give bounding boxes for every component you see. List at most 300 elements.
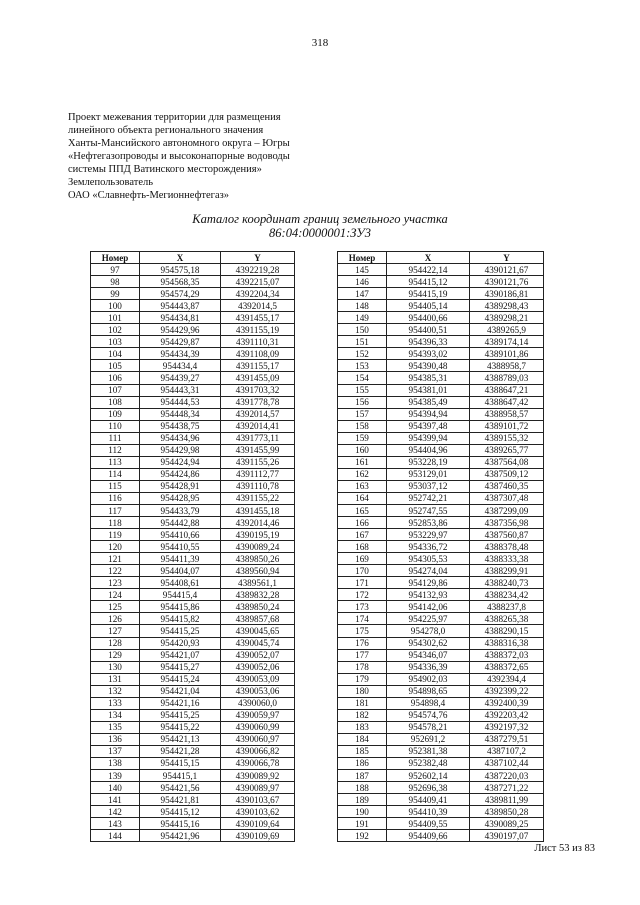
point-number-cell: 110 [91, 420, 140, 432]
y-coordinate-cell: 4392014,46 [221, 517, 295, 529]
point-number-cell: 138 [91, 757, 140, 769]
y-coordinate-cell: 4391112,77 [221, 468, 295, 480]
table-row [91, 613, 295, 625]
y-coordinate-cell: 4389850,28 [470, 806, 544, 818]
point-number-cell: 125 [91, 601, 140, 613]
table-row [338, 312, 544, 324]
table-row [338, 553, 544, 565]
table-row [338, 420, 544, 432]
x-coordinate-cell: 954409,66 [387, 830, 470, 842]
point-number-cell: 141 [91, 794, 140, 806]
y-coordinate-cell: 4388958,7 [470, 360, 544, 372]
x-coordinate-cell: 954129,86 [387, 577, 470, 589]
table-row [91, 336, 295, 348]
table-row [338, 697, 544, 709]
y-coordinate-cell: 4390195,19 [221, 529, 295, 541]
y-coordinate-cell: 4387560,87 [470, 529, 544, 541]
x-coordinate-cell: 954420,93 [140, 637, 221, 649]
y-coordinate-cell: 4392204,34 [221, 288, 295, 300]
y-coordinate-cell: 4389857,68 [221, 613, 295, 625]
y-coordinate-cell: 4388378,48 [470, 541, 544, 553]
point-number-cell: 159 [338, 432, 387, 444]
header-line: линейного объекта регионального значения [68, 125, 264, 136]
y-coordinate-cell: 4390045,65 [221, 625, 295, 637]
point-number-cell: 113 [91, 456, 140, 468]
table-row [338, 806, 544, 818]
point-number-cell: 181 [338, 697, 387, 709]
point-number-cell: 131 [91, 673, 140, 685]
x-coordinate-cell: 954428,91 [140, 480, 221, 492]
x-coordinate-cell: 954415,19 [387, 288, 470, 300]
point-number-cell: 140 [91, 782, 140, 794]
point-number-cell: 119 [91, 529, 140, 541]
header-line: ОАО «Славнефть-Мегионнефтегаз» [68, 190, 230, 201]
point-number-cell: 177 [338, 649, 387, 661]
point-number-cell: 176 [338, 637, 387, 649]
point-number-cell: 105 [91, 360, 140, 372]
table-row [91, 553, 295, 565]
point-number-cell: 123 [91, 577, 140, 589]
y-coordinate-cell: 4390059,97 [221, 709, 295, 721]
y-coordinate-cell: 4387356,98 [470, 517, 544, 529]
point-number-cell: 136 [91, 733, 140, 745]
table-row [338, 673, 544, 685]
y-coordinate-cell: 4389850,24 [221, 601, 295, 613]
table-row [91, 264, 295, 276]
x-coordinate-cell: 954346,07 [387, 649, 470, 661]
table-row [91, 312, 295, 324]
table-row [338, 830, 544, 842]
page-number: 318 [311, 37, 329, 49]
y-coordinate-cell: 4390103,67 [221, 794, 295, 806]
x-coordinate-cell: 954411,39 [140, 553, 221, 565]
point-number-cell: 155 [338, 384, 387, 396]
y-coordinate-cell: 4388647,42 [470, 396, 544, 408]
table-row [91, 733, 295, 745]
x-coordinate-cell: 954421,07 [140, 649, 221, 661]
header-line: Проект межевания территории для размещения [68, 112, 281, 123]
table-row [91, 384, 295, 396]
table-row [338, 565, 544, 577]
table-row [91, 408, 295, 420]
y-coordinate-cell: 4388237,8 [470, 601, 544, 613]
table-row [91, 372, 295, 384]
column-header-y: Y [470, 252, 544, 264]
x-coordinate-cell: 954415,16 [140, 818, 221, 830]
x-coordinate-cell: 954396,33 [387, 336, 470, 348]
y-coordinate-cell: 4389811,99 [470, 794, 544, 806]
table-row [338, 757, 544, 769]
x-coordinate-cell: 954132,93 [387, 589, 470, 601]
point-number-cell: 100 [91, 300, 140, 312]
x-coordinate-cell: 954421,96 [140, 830, 221, 842]
point-number-cell: 183 [338, 721, 387, 733]
x-coordinate-cell: 954400,51 [387, 324, 470, 336]
x-coordinate-cell: 954421,16 [140, 697, 221, 709]
x-coordinate-cell: 954410,39 [387, 806, 470, 818]
table-row [91, 360, 295, 372]
y-coordinate-cell: 4392014,41 [221, 420, 295, 432]
table-row [338, 492, 544, 504]
y-coordinate-cell: 4392219,28 [221, 264, 295, 276]
table-row [91, 504, 295, 516]
catalog-subtitle: 86:04:0000001:ЗУ3 [269, 226, 371, 240]
point-number-cell: 164 [338, 492, 387, 504]
x-coordinate-cell: 954415,27 [140, 661, 221, 673]
x-coordinate-cell: 954429,96 [140, 324, 221, 336]
y-coordinate-cell: 4388234,42 [470, 589, 544, 601]
table-row [91, 492, 295, 504]
x-coordinate-cell: 954902,03 [387, 673, 470, 685]
table-row [338, 348, 544, 360]
point-number-cell: 98 [91, 276, 140, 288]
y-coordinate-cell: 4390121,76 [470, 276, 544, 288]
x-coordinate-cell: 954578,21 [387, 721, 470, 733]
point-number-cell: 137 [91, 745, 140, 757]
table-row [338, 709, 544, 721]
y-coordinate-cell: 4387107,2 [470, 745, 544, 757]
point-number-cell: 118 [91, 517, 140, 529]
point-number-cell: 152 [338, 348, 387, 360]
point-number-cell: 184 [338, 733, 387, 745]
table-row [91, 649, 295, 661]
y-coordinate-cell: 4390089,97 [221, 782, 295, 794]
table-row [91, 541, 295, 553]
point-number-cell: 139 [91, 770, 140, 782]
point-number-cell: 185 [338, 745, 387, 757]
x-coordinate-cell: 954898,4 [387, 697, 470, 709]
coordinates-table-left [90, 251, 295, 842]
column-header-x: X [140, 252, 221, 264]
point-number-cell: 191 [338, 818, 387, 830]
y-coordinate-cell: 4392215,07 [221, 276, 295, 288]
y-coordinate-cell: 4390053,06 [221, 685, 295, 697]
y-coordinate-cell: 4390109,64 [221, 818, 295, 830]
y-coordinate-cell: 4389155,32 [470, 432, 544, 444]
table-row [338, 300, 544, 312]
y-coordinate-cell: 4387299,09 [470, 504, 544, 516]
table-row [338, 468, 544, 480]
table-row [338, 444, 544, 456]
y-coordinate-cell: 4387307,48 [470, 492, 544, 504]
table-row [338, 517, 544, 529]
sheet-info: Лист 53 из 83 [534, 843, 595, 854]
table-row [91, 697, 295, 709]
point-number-cell: 108 [91, 396, 140, 408]
y-coordinate-cell: 4389101,86 [470, 348, 544, 360]
x-coordinate-cell: 954438,75 [140, 420, 221, 432]
y-coordinate-cell: 4391455,99 [221, 444, 295, 456]
y-coordinate-cell: 4391110,31 [221, 336, 295, 348]
point-number-cell: 189 [338, 794, 387, 806]
y-coordinate-cell: 4390109,69 [221, 830, 295, 842]
point-number-cell: 166 [338, 517, 387, 529]
x-coordinate-cell: 954390,48 [387, 360, 470, 372]
table-row [338, 770, 544, 782]
x-coordinate-cell: 953129,01 [387, 468, 470, 480]
table-row [91, 396, 295, 408]
column-header-y: Y [221, 252, 295, 264]
catalog-title-block [140, 212, 500, 240]
point-number-cell: 172 [338, 589, 387, 601]
x-coordinate-cell: 952382,48 [387, 757, 470, 769]
point-number-cell: 127 [91, 625, 140, 637]
x-coordinate-cell: 954225,97 [387, 613, 470, 625]
x-coordinate-cell: 954421,04 [140, 685, 221, 697]
header-line: Землепользователь [68, 177, 154, 188]
point-number-cell: 187 [338, 770, 387, 782]
table-row [338, 625, 544, 637]
point-number-cell: 124 [91, 589, 140, 601]
point-number-cell: 114 [91, 468, 140, 480]
x-coordinate-cell: 954336,39 [387, 661, 470, 673]
table-row [91, 625, 295, 637]
x-coordinate-cell: 954424,94 [140, 456, 221, 468]
point-number-cell: 104 [91, 348, 140, 360]
point-number-cell: 134 [91, 709, 140, 721]
point-number-cell: 122 [91, 565, 140, 577]
y-coordinate-cell: 4387102,44 [470, 757, 544, 769]
table-row [338, 529, 544, 541]
table-row [338, 577, 544, 589]
point-number-cell: 157 [338, 408, 387, 420]
point-number-cell: 97 [91, 264, 140, 276]
point-number-cell: 132 [91, 685, 140, 697]
point-number-cell: 182 [338, 709, 387, 721]
table-row [91, 324, 295, 336]
x-coordinate-cell: 954898,65 [387, 685, 470, 697]
x-coordinate-cell: 952696,38 [387, 782, 470, 794]
y-coordinate-cell: 4391155,22 [221, 492, 295, 504]
point-number-cell: 101 [91, 312, 140, 324]
x-coordinate-cell: 954409,55 [387, 818, 470, 830]
table-row [91, 348, 295, 360]
y-coordinate-cell: 4388647,21 [470, 384, 544, 396]
table-header-row [338, 252, 544, 264]
point-number-cell: 154 [338, 372, 387, 384]
y-coordinate-cell: 4387279,51 [470, 733, 544, 745]
point-number-cell: 116 [91, 492, 140, 504]
point-number-cell: 188 [338, 782, 387, 794]
table-row [91, 288, 295, 300]
x-coordinate-cell: 954385,31 [387, 372, 470, 384]
y-coordinate-cell: 4388299,91 [470, 565, 544, 577]
y-coordinate-cell: 4388789,03 [470, 372, 544, 384]
table-row [338, 721, 544, 733]
point-number-cell: 128 [91, 637, 140, 649]
y-coordinate-cell: 4390045,74 [221, 637, 295, 649]
x-coordinate-cell: 954429,98 [140, 444, 221, 456]
table-row [91, 601, 295, 613]
y-coordinate-cell: 4392394,4 [470, 673, 544, 685]
y-coordinate-cell: 4389832,28 [221, 589, 295, 601]
point-number-cell: 107 [91, 384, 140, 396]
point-number-cell: 158 [338, 420, 387, 432]
table-row [91, 709, 295, 721]
x-coordinate-cell: 954393,02 [387, 348, 470, 360]
y-coordinate-cell: 4391703,32 [221, 384, 295, 396]
x-coordinate-cell: 954415,24 [140, 673, 221, 685]
table-row [338, 336, 544, 348]
point-number-cell: 109 [91, 408, 140, 420]
x-coordinate-cell: 952381,38 [387, 745, 470, 757]
point-number-cell: 192 [338, 830, 387, 842]
x-coordinate-cell: 954434,39 [140, 348, 221, 360]
y-coordinate-cell: 4387271,22 [470, 782, 544, 794]
table-row [91, 661, 295, 673]
y-coordinate-cell: 4390121,67 [470, 264, 544, 276]
y-coordinate-cell: 4388372,65 [470, 661, 544, 673]
table-row [338, 613, 544, 625]
x-coordinate-cell: 954421,81 [140, 794, 221, 806]
point-number-cell: 156 [338, 396, 387, 408]
point-number-cell: 149 [338, 312, 387, 324]
x-coordinate-cell: 953037,12 [387, 480, 470, 492]
x-coordinate-cell: 954278,0 [387, 625, 470, 637]
y-coordinate-cell: 4389298,21 [470, 312, 544, 324]
table-row [91, 300, 295, 312]
point-number-cell: 148 [338, 300, 387, 312]
table-row [91, 444, 295, 456]
table-row [91, 757, 295, 769]
point-number-cell: 163 [338, 480, 387, 492]
table-row [91, 721, 295, 733]
x-coordinate-cell: 954415,12 [140, 806, 221, 818]
column-header-x: X [387, 252, 470, 264]
y-coordinate-cell: 4390197,07 [470, 830, 544, 842]
y-coordinate-cell: 4390060,99 [221, 721, 295, 733]
x-coordinate-cell: 954385,49 [387, 396, 470, 408]
header-line: «Нефтегазопроводы и высоконапорные водоводы [68, 151, 290, 162]
x-coordinate-cell: 954410,55 [140, 541, 221, 553]
x-coordinate-cell: 954443,87 [140, 300, 221, 312]
point-number-cell: 167 [338, 529, 387, 541]
y-coordinate-cell: 4390186,81 [470, 288, 544, 300]
x-coordinate-cell: 954302,62 [387, 637, 470, 649]
y-coordinate-cell: 4390052,07 [221, 649, 295, 661]
table-row [91, 432, 295, 444]
x-coordinate-cell: 953229,97 [387, 529, 470, 541]
table-row [338, 372, 544, 384]
x-coordinate-cell: 954397,48 [387, 420, 470, 432]
point-number-cell: 142 [91, 806, 140, 818]
x-coordinate-cell: 954400,66 [387, 312, 470, 324]
y-coordinate-cell: 4391155,19 [221, 324, 295, 336]
y-coordinate-cell: 4389560,94 [221, 565, 295, 577]
x-coordinate-cell: 954415,4 [140, 589, 221, 601]
point-number-cell: 174 [338, 613, 387, 625]
table-row [338, 288, 544, 300]
x-coordinate-cell: 954274,04 [387, 565, 470, 577]
point-number-cell: 143 [91, 818, 140, 830]
point-number-cell: 160 [338, 444, 387, 456]
table-row [338, 396, 544, 408]
y-coordinate-cell: 4392399,22 [470, 685, 544, 697]
header-line: системы ППД Ватинского месторождения» [68, 164, 262, 175]
y-coordinate-cell: 4388290,15 [470, 625, 544, 637]
table-row [338, 408, 544, 420]
table-row [338, 818, 544, 830]
x-coordinate-cell: 954404,96 [387, 444, 470, 456]
table-row [338, 276, 544, 288]
y-coordinate-cell: 4389561,1 [221, 577, 295, 589]
x-coordinate-cell: 954574,76 [387, 709, 470, 721]
table-row [91, 276, 295, 288]
point-number-cell: 115 [91, 480, 140, 492]
point-number-cell: 145 [338, 264, 387, 276]
table-row [91, 794, 295, 806]
catalog-title: Каталог координат границ земельного участка [192, 212, 448, 226]
y-coordinate-cell: 4389265,77 [470, 444, 544, 456]
x-coordinate-cell: 954415,22 [140, 721, 221, 733]
y-coordinate-cell: 4391455,09 [221, 372, 295, 384]
table-row [91, 745, 295, 757]
y-coordinate-cell: 4388958,57 [470, 408, 544, 420]
y-coordinate-cell: 4391455,18 [221, 504, 295, 516]
x-coordinate-cell: 954305,53 [387, 553, 470, 565]
y-coordinate-cell: 4390089,92 [221, 770, 295, 782]
x-coordinate-cell: 953228,19 [387, 456, 470, 468]
header-line: Ханты-Мансийского автономного округа – Югры [68, 138, 290, 149]
x-coordinate-cell: 954422,14 [387, 264, 470, 276]
table-row [91, 589, 295, 601]
point-number-cell: 120 [91, 541, 140, 553]
x-coordinate-cell: 954421,13 [140, 733, 221, 745]
x-coordinate-cell: 954399,94 [387, 432, 470, 444]
x-coordinate-cell: 954415,1 [140, 770, 221, 782]
table-row [338, 264, 544, 276]
point-number-cell: 130 [91, 661, 140, 673]
point-number-cell: 151 [338, 336, 387, 348]
x-coordinate-cell: 954415,25 [140, 625, 221, 637]
point-number-cell: 99 [91, 288, 140, 300]
point-number-cell: 103 [91, 336, 140, 348]
table-row [338, 384, 544, 396]
x-coordinate-cell: 954428,95 [140, 492, 221, 504]
y-coordinate-cell: 4390060,97 [221, 733, 295, 745]
point-number-cell: 178 [338, 661, 387, 673]
x-coordinate-cell: 954434,4 [140, 360, 221, 372]
table-row [338, 541, 544, 553]
x-coordinate-cell: 954448,34 [140, 408, 221, 420]
x-coordinate-cell: 954421,28 [140, 745, 221, 757]
y-coordinate-cell: 4391155,26 [221, 456, 295, 468]
y-coordinate-cell: 4388316,38 [470, 637, 544, 649]
table-row [91, 673, 295, 685]
point-number-cell: 150 [338, 324, 387, 336]
table-row [338, 782, 544, 794]
x-coordinate-cell: 954415,25 [140, 709, 221, 721]
point-number-cell: 133 [91, 697, 140, 709]
x-coordinate-cell: 954434,96 [140, 432, 221, 444]
table-row [338, 324, 544, 336]
column-header-number: Номер [338, 252, 387, 264]
coordinates-table-right [337, 251, 544, 842]
x-coordinate-cell: 952691,2 [387, 733, 470, 745]
y-coordinate-cell: 4390089,25 [470, 818, 544, 830]
x-coordinate-cell: 954394,94 [387, 408, 470, 420]
table-row [338, 360, 544, 372]
x-coordinate-cell: 954415,86 [140, 601, 221, 613]
table-row [91, 480, 295, 492]
x-coordinate-cell: 954444,53 [140, 396, 221, 408]
point-number-cell: 117 [91, 504, 140, 516]
y-coordinate-cell: 4391773,11 [221, 432, 295, 444]
y-coordinate-cell: 4392014,5 [221, 300, 295, 312]
x-coordinate-cell: 954429,87 [140, 336, 221, 348]
point-number-cell: 112 [91, 444, 140, 456]
table-row [91, 830, 295, 842]
